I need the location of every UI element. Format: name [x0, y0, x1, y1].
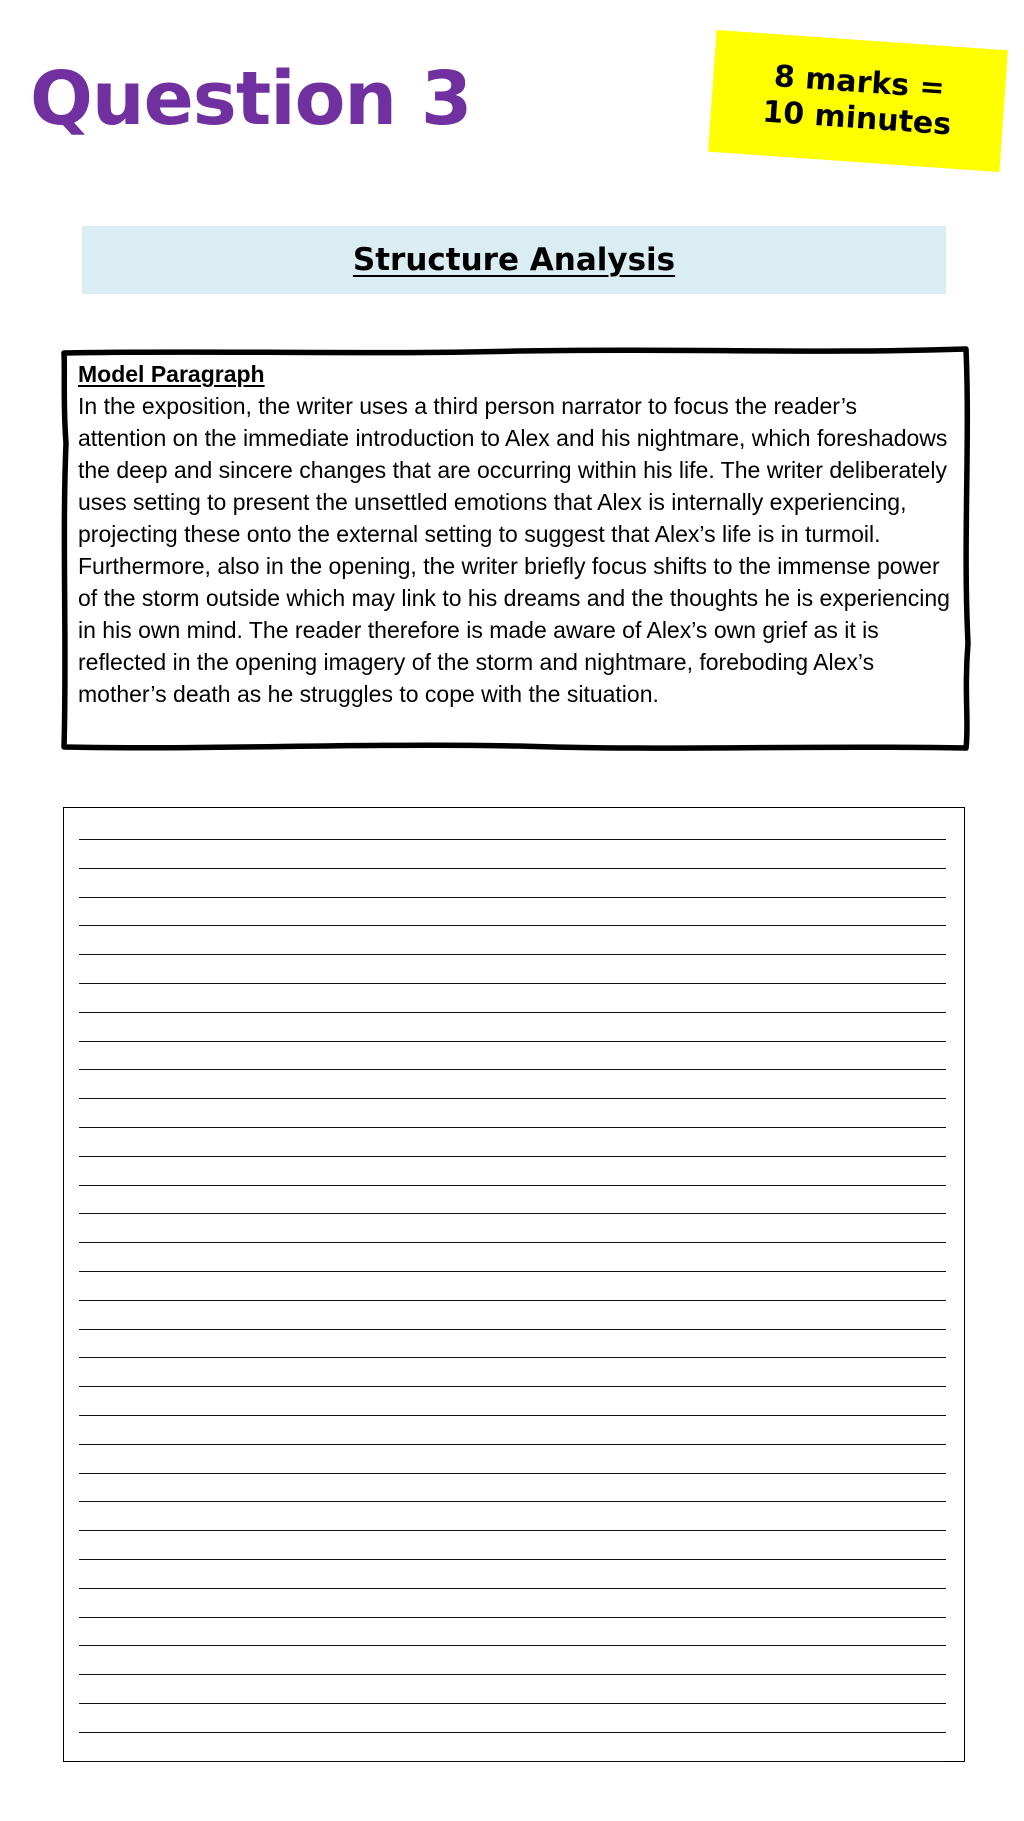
answer-line [79, 1069, 946, 1070]
answer-line [79, 1703, 946, 1704]
answer-line [79, 1329, 946, 1330]
answer-writing-area[interactable] [63, 807, 965, 1762]
answer-line [79, 1501, 946, 1502]
time-label: 10 minutes [761, 94, 953, 143]
answer-line [79, 1559, 946, 1560]
answer-line [79, 1156, 946, 1157]
answer-line [79, 1357, 946, 1358]
section-banner [82, 226, 946, 294]
answer-line [79, 897, 946, 898]
answer-line [79, 1242, 946, 1243]
answer-line [79, 1041, 946, 1042]
answer-line [79, 1674, 946, 1675]
answer-line [79, 1271, 946, 1272]
answer-line [79, 983, 946, 984]
answer-line [79, 1588, 946, 1589]
marks-label: 8 marks = [772, 59, 946, 106]
answer-line [79, 1444, 946, 1445]
answer-line [79, 1213, 946, 1214]
section-title: Structure Analysis [352, 242, 676, 278]
answer-line [79, 925, 946, 926]
answer-line [79, 1127, 946, 1128]
answer-line [79, 1473, 946, 1474]
answer-line [79, 1300, 946, 1301]
page-title: Question 3 [30, 56, 472, 142]
answer-line [79, 1617, 946, 1618]
answer-line [79, 1098, 946, 1099]
answer-line [79, 1530, 946, 1531]
answer-line [79, 954, 946, 955]
answer-line [79, 1645, 946, 1646]
answer-line [79, 1732, 946, 1733]
answer-line [79, 839, 946, 840]
answer-line [79, 1185, 946, 1186]
model-paragraph-heading: Model Paragraph [78, 361, 265, 387]
answer-line [79, 1386, 946, 1387]
model-paragraph-text: In the exposition, the writer uses a third person narrator to focus the reader’s attention on the immediate introduction to Alex and his nightmare, which foreshadows the deep and sincere changes that are occurring within his life. The writer deliberately uses setting to present the unsettled emotions that Alex is internally experiencing, projecting these onto the external setting to suggest that Alex’s life is in turmoil. Furthermore, also in the opening, the writer briefly focus shifts to the immense power of the storm outside which may link to his dreams and the thoughts he is experiencing in his own mind. The reader therefore is made aware of Alex’s own grief as it is reflected in the opening imagery of the storm and nightmare, foreboding Alex’s mother’s death as he struggles to cope with the situation. [78, 393, 950, 707]
answer-line [79, 1761, 946, 1762]
model-paragraph-box [78, 359, 950, 710]
answer-line [79, 868, 946, 869]
answer-line [79, 1415, 946, 1416]
marks-time-note [708, 30, 1008, 172]
answer-line [79, 1012, 946, 1013]
